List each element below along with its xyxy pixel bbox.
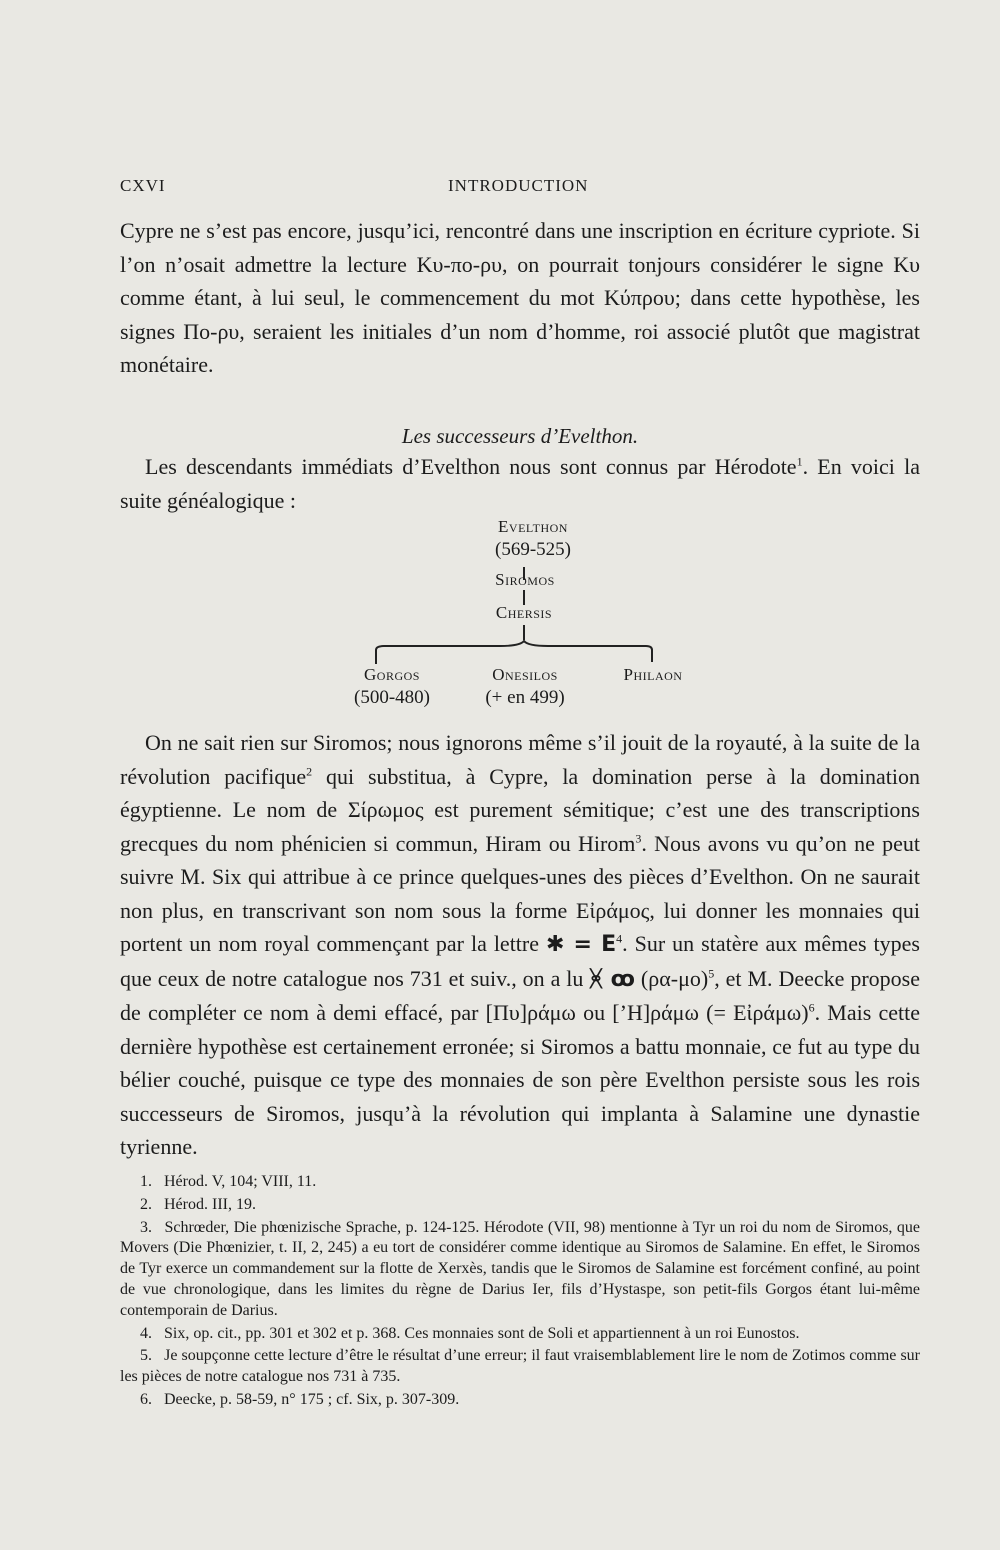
footnote-number: 2. [140, 1195, 152, 1213]
node-chersis [496, 603, 552, 623]
footnote-text: Deecke, p. 58-59, n° 175 ; cf. Six, p. 307-309. [164, 1390, 460, 1408]
footnote-5 [120, 1346, 920, 1388]
paragraph-3-text: (ρα-μο) [635, 965, 709, 991]
footnote-number: 3. [140, 1218, 152, 1236]
paragraph-3-text: , et M. Deecke propose de compléter ce nom à demi effacé, par [Πυ]ράμω ou [’Η]ράμω (= Εἰράμω) [120, 965, 921, 1025]
footnote-ref-2: 2 [306, 764, 313, 779]
section-title: Les successeurs d’Evelthon. [401, 424, 639, 448]
paragraph-2-text: Les descendants immédiats d’Evelthon nous sont connus par Hérodote [145, 454, 797, 479]
footnote-3 [120, 1218, 920, 1322]
footnote-number: 1. [140, 1173, 152, 1190]
footnote-number: 6. [140, 1390, 152, 1408]
footnote-number: 4. [140, 1324, 152, 1342]
footnote-2 [120, 1195, 920, 1216]
paragraph-3-text: . Mais cette dernière hypothèse est certainement erronée; si Siromos a battu monnaie, ce fut au type du bélier couché, puisque ce type des monnaies de son père Evelthon persiste sous les rois successeurs de Siromos, jusqu’à la révolution qui implanta à Salamine une dynastie tyrienne. [120, 1000, 920, 1159]
name-evelthon: Evelthon [498, 517, 568, 536]
footnotes [120, 1172, 920, 1413]
footnote-4 [120, 1324, 920, 1345]
children-brace [376, 641, 652, 664]
paragraph-1: Cypre ne s’est pas encore, jusqu’ici, rencontré dans une inscription en écriture cypriote. Si l’on n’osait admettre la lecture Κυ-πο-ρυ, on pourrait tonjours considérer le signe Κυ comme étant, à lui seul, le commencement du mot Κύπρου; dans cette hypothèse, les signes Πο-ρυ, seraient les initiales d’un nom d’homme, roi associé plutôt que magistrat monétaire. [120, 218, 920, 377]
node-philaon [624, 665, 683, 685]
node-onesilos [485, 665, 564, 709]
name-chersis: Chersis [495, 603, 553, 622]
node-gorgos [354, 665, 430, 709]
dates-onesilos: (+ en 499) [485, 687, 565, 708]
paragraph-3-text: qui substitua, à Cypre, la domination perse à la domination égyptienne. Le nom de Σίρωμος est purement sémitique; c’est une des transcriptions grecques du nom phénicien si commun, Hiram ou Hirom [120, 763, 920, 856]
paragraph-3-text: . Nous avons vu qu’on ne peut suivre M. Six qui attribue à ce prince quelques-unes des pièces d’Evelthon. On ne saurait non plus, en transcrivant son nom sous la forme Εἰράμος, lui donner les monnaies qui portent un nom royal commençant par la lettre [120, 830, 920, 956]
footnote-number: 5. [140, 1347, 152, 1365]
paragraph-3 [120, 726, 920, 1164]
name-philaon: Philaon [623, 665, 683, 684]
footnote-text: Hérod. III, 19. [164, 1195, 256, 1213]
paragraph-3-text: . Sur un statère aux mêmes types que ceux de notre catalogue nos 731 et suiv., on a lu [120, 931, 920, 991]
footnote-ref-6: 6 [808, 1000, 815, 1015]
name-siromos: Siromos [495, 570, 555, 589]
name-gorgos: Gorgos [364, 665, 420, 684]
page-number: CXVI [120, 176, 166, 195]
paragraph-2 [120, 450, 920, 517]
node-evelthon [495, 517, 571, 561]
footnote-6 [120, 1390, 920, 1411]
cypriote-sign-e: ✱ = E [545, 932, 617, 957]
footnote-text: Hérod. V, 104; VIII, 11. [164, 1173, 317, 1190]
dates-evelthon: (569-525) [495, 539, 571, 560]
paragraph-3-text: On ne sait rien sur Siromos; nous ignorons même s’il jouit de la royauté, à la suite de la révolution pacifique [120, 730, 920, 789]
footnote-text: Je soupçonne cette lecture d’être le résultat d’une erreur; il faut vraisemblablement lire le nom de Zotimos comme sur les pièces de notre catalogue nos 731 à 735. [120, 1347, 921, 1386]
footnote-ref-5: 5 [708, 966, 715, 981]
footnote-ref-1: 1 [796, 454, 803, 469]
footnote-ref-4: 4 [616, 931, 623, 946]
dates-gorgos: (500-480) [354, 687, 430, 708]
paragraph-2-text-end: . En voici la suite généalogique : [120, 454, 920, 513]
name-onesilos: Onesilos [492, 665, 558, 684]
cypriote-signs-ra-mo: ᚸ ꝏ [589, 966, 635, 992]
footnote-1 [120, 1172, 920, 1193]
running-title: INTRODUCTION [448, 176, 589, 195]
footnote-ref-3: 3 [635, 831, 642, 846]
node-siromos [495, 570, 555, 590]
footnote-text: Schrœder, Die phœnizische Sprache, p. 124-125. Hérodote (VII, 98) mentionne à Tyr un roi du nom de Siromos, que Movers (Die Phœnizier, t. II, 2, 245) a eu tort de considérer comme identique au Siromos de Salamine. En effet, le Siromos de Tyr exerce un commandement sur la flotte de Xerxès, tandis que le Siromos de Salamine est forcément confiné, au point de vue chronologique, dans les limites du règne de Darius Ier, fils d’Hystaspe, son petit-fils Gorgos étant lui-même contemporain de Darius. [120, 1218, 921, 1319]
footnote-text: Six, op. cit., pp. 301 et 302 et p. 368. Ces monnaies sont de Soli et appartiennent à un roi Eunostos. [164, 1324, 800, 1342]
